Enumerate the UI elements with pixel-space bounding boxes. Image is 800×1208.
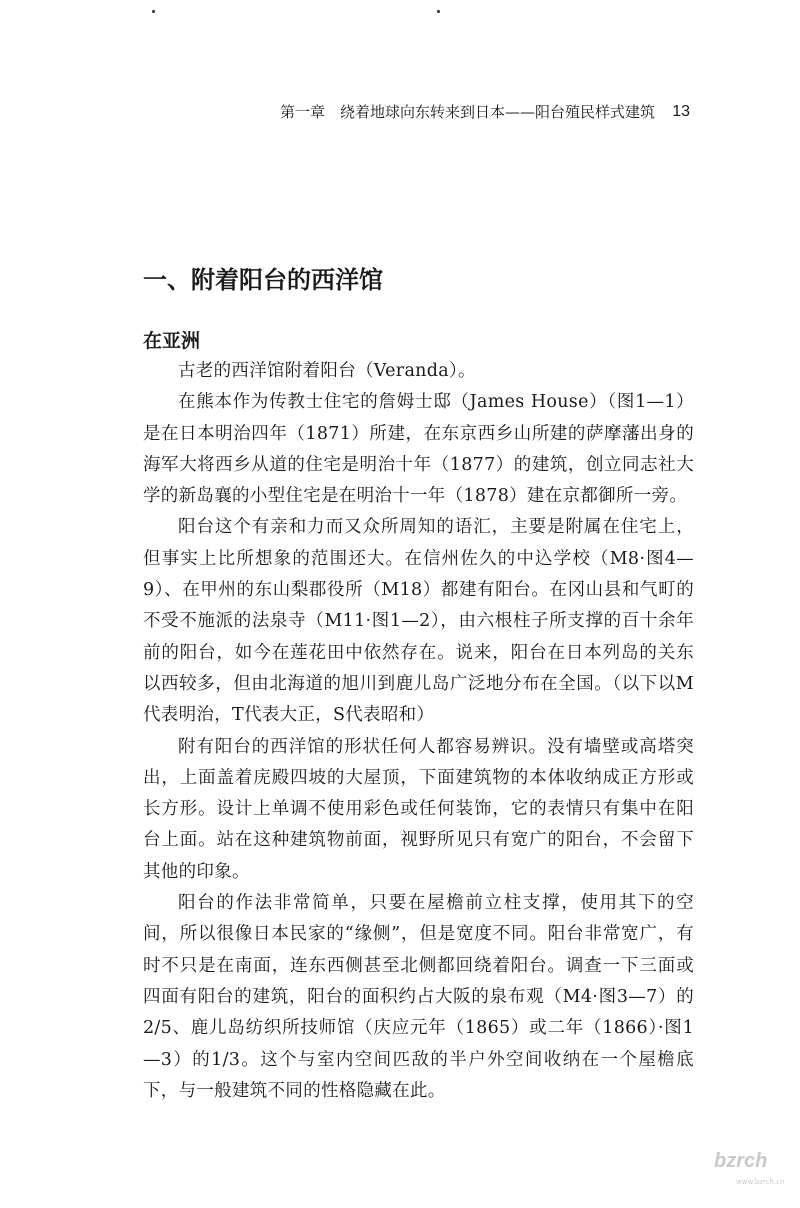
scan-speck bbox=[152, 10, 155, 13]
page-number: 13 bbox=[672, 103, 690, 120]
body-text bbox=[143, 356, 694, 1107]
paragraph: 附有阳台的西洋馆的形状任何人都容易辨识。没有墙壁或高塔突出，上面盖着庑殿四坡的大屋顶，下面建筑物的本体收纳成正方形或长方形。设计上单调不使用彩色或任何装饰，它的表情只有集中在阳台上面。站在这种建筑物前面，视野所见只有宽广的阳台，不会留下其他的印象。 bbox=[143, 736, 694, 882]
paragraph: 阳台这个有亲和力而又众所周知的语汇，主要是附属在住宅上，但事实上比所想象的范围还大。在信州佐久的中込学校（M8·图4—9）、在甲州的东山梨郡役所（M18）都建有阳台。在冈山县和气町的不受不施派的法泉寺（M11·图1—2），由六根柱子所支撑的百十余年前的阳台，如今在莲花田中依然存在。说来，阳台在日本列岛的关东以西较多，但由北海道的旭川到鹿儿岛广泛地分布在全国。（以下以M代表明治，T代表大正，S代表昭和） bbox=[143, 517, 694, 726]
running-head bbox=[280, 100, 690, 124]
section-title: 一、附着阳台的西洋馆 bbox=[143, 265, 383, 294]
subsection-title: 在亚洲 bbox=[143, 330, 201, 352]
watermark-url: www.bzrch.cn bbox=[736, 1178, 785, 1186]
paragraph: 阳台的作法非常简单，只要在屋檐前立柱支撑，使用其下的空间，所以很像日本民家的“缘侧”，但是宽度不同。阳台非常宽广，有时不只是在南面，连东西侧甚至北侧都回绕着阳台。调查一下三面或四面有阳台的建筑，阳台的面积约占大阪的泉布观（M4·图3—7）的2/5、鹿儿岛纺织所技师馆（庆应元年（1865）或二年（1866）·图1—3）的1/3。这个与室内空间匹敌的半户外空间收纳在一个屋檐底下，与一般建筑不同的性格隐藏在此。 bbox=[143, 893, 694, 1101]
running-head-title: 第一章 绕着地球向东转来到日本——阳台殖民样式建筑 bbox=[280, 103, 656, 121]
paragraph: 在熊本作为传教士住宅的詹姆士邸（James House）（图1—1）是在日本明治四年（1871）所建，在东京西乡山所建的萨摩藩出身的海军大将西乡从道的住宅是明治十年（1877）的建筑，创立同志社大学的新岛襄的小型住宅是在明治十一年（1878）建在京都御所一旁。 bbox=[143, 392, 694, 507]
scan-speck bbox=[437, 10, 440, 13]
watermark-logo-text: bzrch bbox=[714, 1150, 768, 1172]
watermark-logo bbox=[712, 1148, 788, 1192]
paragraph: 古老的西洋馆附着阳台（Veranda）。 bbox=[178, 361, 476, 381]
